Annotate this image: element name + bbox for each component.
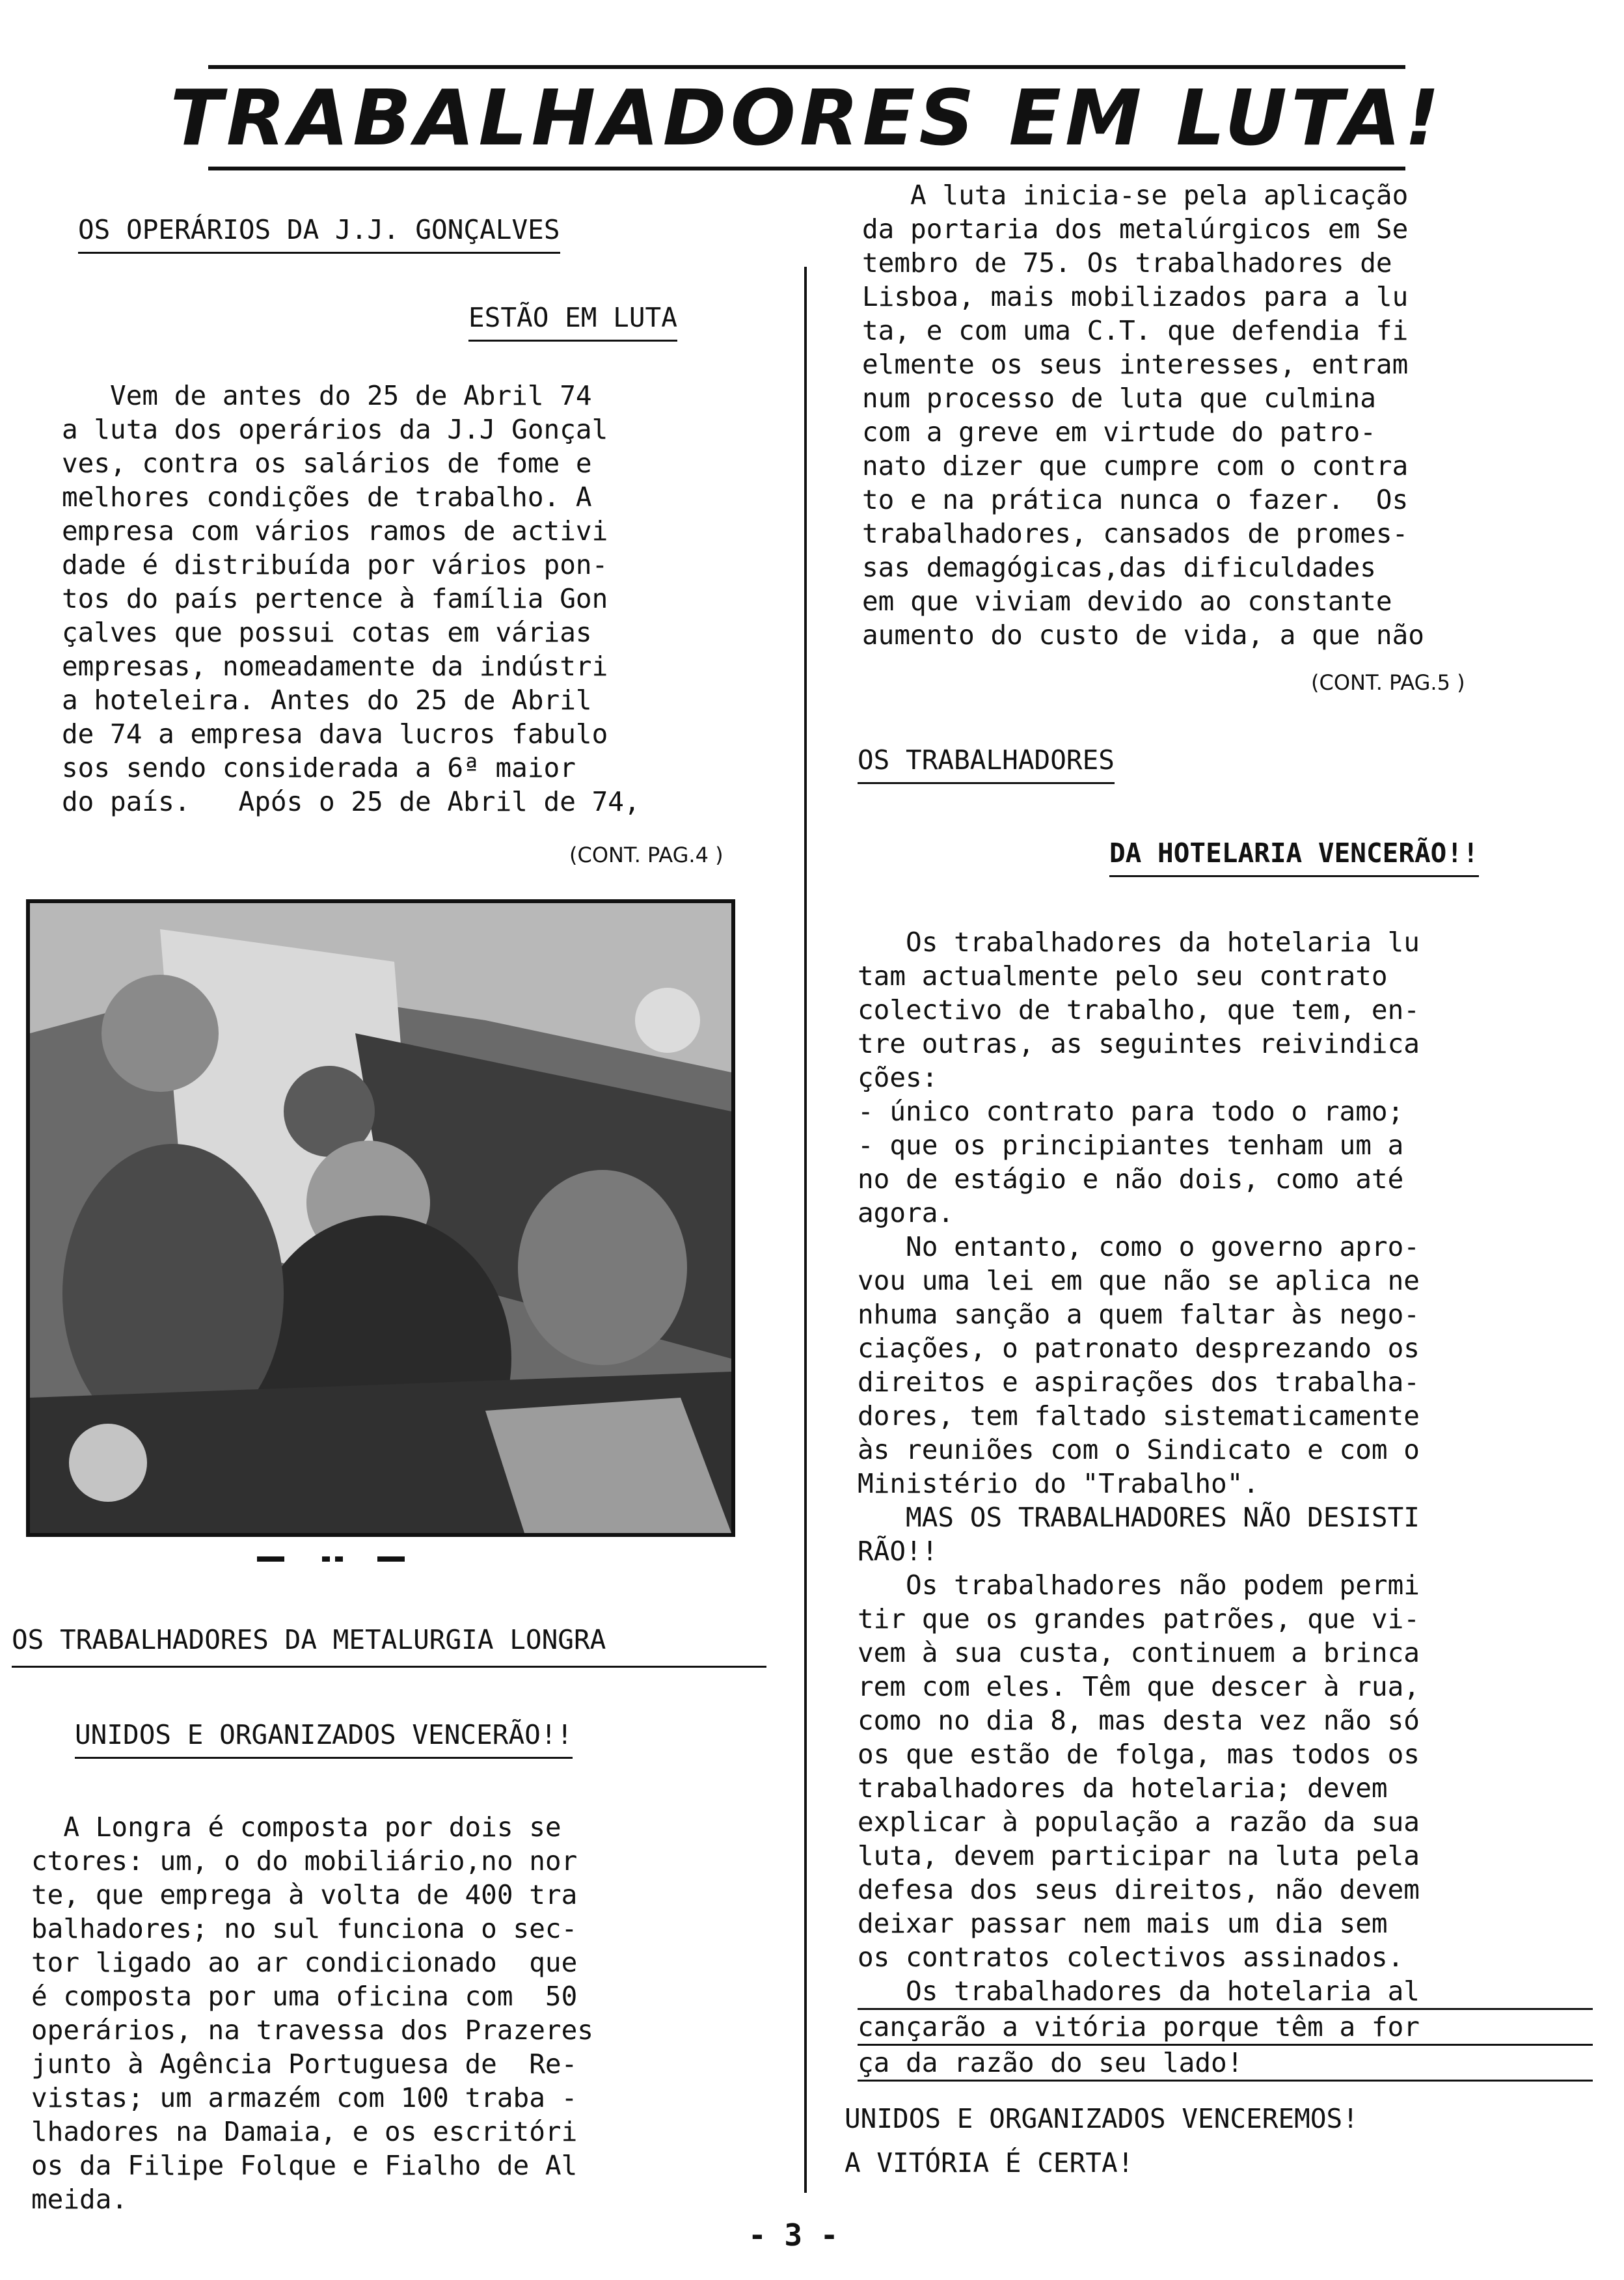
article1-text <box>62 379 765 819</box>
article1-continued: (CONT. PAG.4 ) <box>569 843 724 867</box>
closing-line: Os trabalhadores da hotelaria al <box>858 1974 1593 2010</box>
text-line: é composta por uma oficina com 50 <box>31 1981 578 2012</box>
masthead-title: TRABALHADORES EM LUTA! <box>170 73 1444 163</box>
article2-text <box>31 1810 773 2216</box>
news-photo <box>26 899 735 1537</box>
text-line: Ministério do "Trabalho". <box>858 1468 1260 1499</box>
text-line: colectivo de trabalho, que tem, en- <box>858 994 1420 1025</box>
column-divider <box>804 267 807 2193</box>
article2-body <box>31 1810 773 2216</box>
article1-body <box>62 379 765 819</box>
page-number: - 3 - <box>748 2218 839 2253</box>
text-line: Lisboa, mais mobilizados para a lu <box>862 281 1409 312</box>
article4-text <box>858 925 1593 2082</box>
text-line: sas demagógicas,das dificuldades <box>862 552 1376 583</box>
text-line: como no dia 8, mas desta vez não só <box>858 1705 1420 1736</box>
text-line: da portaria dos metalúrgicos em Se <box>862 213 1409 245</box>
text-line: balhadores; no sul funciona o sec- <box>31 1913 578 1944</box>
text-line: junto à Agência Portuguesa de Re- <box>31 2048 578 2080</box>
text-line: rem com eles. Têm que descer à rua, <box>858 1671 1420 1702</box>
text-line: nato dizer que cumpre com o contra <box>862 450 1409 482</box>
text-line: ves, contra os salários de fome e <box>62 448 592 479</box>
text-line: a luta dos operários da J.J Gonçal <box>62 414 608 445</box>
article2-subheading: UNIDOS E ORGANIZADOS VENCERÃO!! <box>75 1717 573 1759</box>
text-line: No entanto, como o governo apro- <box>858 1231 1420 1262</box>
article4-subheading: DA HOTELARIA VENCERÃO!! <box>1109 835 1479 877</box>
text-line: tembro de 75. Os trabalhadores de <box>862 247 1392 278</box>
text-line: - que os principiantes tenham um a <box>858 1130 1404 1161</box>
text-line: ciações, o patronato desprezando os <box>858 1333 1420 1364</box>
text-line: ta, e com uma C.T. que defendia fi <box>862 315 1409 346</box>
dash-ornament <box>377 1556 405 1562</box>
text-line: elmente os seus interesses, entram <box>862 349 1409 380</box>
text-line: te, que emprega à volta de 400 tra <box>31 1879 578 1910</box>
article3-text <box>862 178 1591 652</box>
text-line: sos sendo considerada a 6ª maior <box>62 752 576 783</box>
text-line: Vem de antes do 25 de Abril 74 <box>62 380 592 411</box>
text-line: trabalhadores, cansados de promes- <box>862 518 1409 549</box>
text-line: to e na prática nunca o fazer. Os <box>862 484 1409 515</box>
text-line: tre outras, as seguintes reivindica <box>858 1028 1420 1059</box>
text-line: os que estão de folga, mas todos os <box>858 1739 1420 1770</box>
text-line: tam actualmente pelo seu contrato <box>858 960 1388 992</box>
article3-body <box>862 178 1591 652</box>
text-line: dores, tem faltado sistematicamente <box>858 1400 1420 1432</box>
text-line: em que viviam devido ao constante <box>862 586 1392 617</box>
photo-image <box>30 903 731 1533</box>
text-line: os contratos colectivos assinados. <box>858 1942 1404 1973</box>
text-line: tos do país pertence à família Gon <box>62 583 608 614</box>
text-line: luta, devem participar na luta pela <box>858 1840 1420 1871</box>
text-line: direitos e aspirações dos trabalha- <box>858 1366 1420 1398</box>
text-line: operários, na travessa dos Prazeres <box>31 2015 593 2046</box>
slogan-victory: A VITÓRIA É CERTA! <box>845 2147 1134 2178</box>
article4-body <box>858 925 1593 2082</box>
text-line: ções: <box>858 1062 938 1093</box>
closing-line: ça da razão do seu lado! <box>858 2046 1593 2082</box>
text-line: explicar à população a razão da sua <box>858 1806 1420 1838</box>
text-line: trabalhadores da hotelaria; devem <box>858 1772 1388 1804</box>
text-line: às reuniões com o Sindicato e com o <box>858 1434 1420 1465</box>
text-line: tir que os grandes patrões, que vi- <box>858 1603 1420 1635</box>
text-line: empresas, nomeadamente da indústri <box>62 651 608 682</box>
dash-ornament <box>322 1556 330 1562</box>
text-line: A Longra é composta por dois se <box>31 1812 562 1843</box>
text-line: agora. <box>858 1197 954 1228</box>
slogan-united: UNIDOS E ORGANIZADOS VENCEREMOS! <box>845 2103 1359 2134</box>
dash-ornament <box>257 1556 284 1562</box>
text-line: dade é distribuída por vários pon- <box>62 549 608 580</box>
text-line: Os trabalhadores não podem permi <box>858 1569 1420 1601</box>
text-line: deixar passar nem mais um dia sem <box>858 1908 1388 1939</box>
text-line: - único contrato para todo o ramo; <box>858 1096 1404 1127</box>
masthead <box>170 65 1444 170</box>
text-line: lhadores na Damaia, e os escritóri <box>31 2116 578 2147</box>
text-line: a hoteleira. Antes do 25 de Abril <box>62 685 592 716</box>
text-line: vou uma lei em que não se aplica ne <box>858 1265 1420 1296</box>
text-line: de 74 a empresa dava lucros fabulo <box>62 718 608 750</box>
dash-ornament <box>335 1556 343 1562</box>
text-line: nhuma sanção a quem faltar às nego- <box>858 1299 1420 1330</box>
text-line: vistas; um armazém com 100 traba - <box>31 2082 578 2113</box>
article1-heading: OS OPERÁRIOS DA J.J. GONÇALVES <box>78 211 560 254</box>
text-line: defesa dos seus direitos, não devem <box>858 1874 1420 1905</box>
text-line: melhores condições de trabalho. A <box>62 482 592 513</box>
text-line: com a greve em virtude do patro- <box>862 416 1376 448</box>
text-line: empresa com vários ramos de activi <box>62 515 608 547</box>
text-line: çalves que possui cotas em várias <box>62 617 592 648</box>
text-line: no de estágio e não dois, como até <box>858 1163 1404 1195</box>
text-line: meida. <box>31 2184 128 2215</box>
text-line: num processo de luta que culmina <box>862 383 1376 414</box>
article2-heading: OS TRABALHADORES DA METALURGIA LONGRA <box>12 1624 606 1655</box>
article4-heading: OS TRABALHADORES <box>858 742 1115 784</box>
text-line: A luta inicia-se pela aplicação <box>862 180 1409 211</box>
text-line: os da Filipe Folque e Fialho de Al <box>31 2150 578 2181</box>
closing-line: cançarão a vitória porque têm a for <box>858 2010 1593 2046</box>
article1-subheading: ESTÃO EM LUTA <box>468 299 677 342</box>
text-line: MAS OS TRABALHADORES NÃO DESISTI <box>858 1502 1420 1533</box>
text-line: do país. Após o 25 de Abril de 74, <box>62 786 640 817</box>
text-line: Os trabalhadores da hotelaria lu <box>858 927 1420 958</box>
text-line: aumento do custo de vida, a que não <box>862 619 1424 651</box>
text-line: tor ligado ao ar condicionado que <box>31 1947 578 1978</box>
article2-heading-rule <box>12 1666 766 1668</box>
text-line: vem à sua custa, continuem a brinca <box>858 1637 1420 1668</box>
text-line: ctores: um, o do mobiliário,no nor <box>31 1845 578 1877</box>
article3-continued: (CONT. PAG.5 ) <box>1311 670 1465 695</box>
text-line: RÃO!! <box>858 1536 938 1567</box>
